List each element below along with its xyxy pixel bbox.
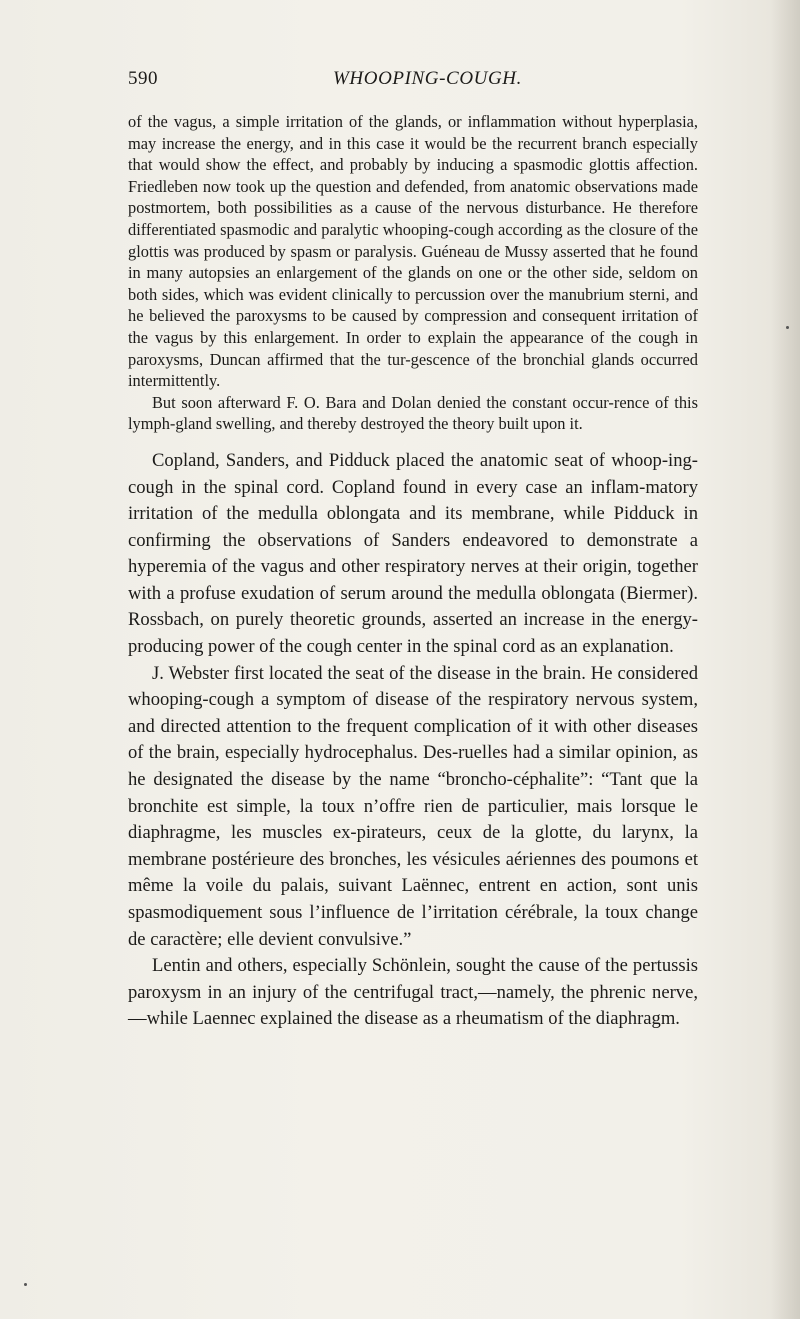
running-title: WHOOPING-COUGH. [333,68,522,89]
paragraph-phrenic-nerve: Lentin and others, especially Schönlein, sought the cause of the pertussis paroxysm in an injury of the centrifugal tract,—namely, the phrenic nerve,—while Laennec explained the disease as a rheumatism of the diaphragm. [128,955,698,1030]
print-speck [786,326,789,329]
paragraph-spinal-cord: Copland, Sanders, and Pidduck placed the anatomic seat of whoop-ing-cough in the spinal cord. Copland found in every case an inflam-matory irritation of the medulla oblongata and its membrane, while Pidduck in confirming the observations of Sanders endeavored to demonstrate a hyperemia of the vagus and other respiratory nerves at their origin, together with a profuse exudation of serum around the medulla oblongata (Biermer). Rossbach, on purely theoretic grounds, asserted an increase in the energy-producing power of the cough center in the spinal cord as an explanation. [128,449,698,658]
paragraph-bara-dolan: But soon afterward F. O. Bara and Dolan denied the constant occur-rence of this lymph-gland swelling, and thereby destroyed the theory built upon it. [128,392,698,434]
page-header [128,68,694,94]
paragraph-glands-theory: of the vagus, a simple irritation of the glands, or inflammation without hyperplasia, may increase the energy, and in this case it would be the recurrent branch especially that would show the effect, and probably by inducing a spasmodic glottis affection. Friedleben now took up the question and defended, from anatomic observations made postmortem, both possibilities as a cause of the nervous disturbance. He therefore differentiated spasmodic and paralytic whooping-cough according as the closure of the glottis was produced by spasm or paralysis. Guéneau de Mussy asserted that he found in many autopsies an enlargement of the glands on one or the other side, seldom on both sides, which was evident clinically to percussion over the manubrium sterni, and he believed the paroxysms to be caused by compression and consequent irritation of the vagus by this enlargement. In order to explain the appearance of the cough in paroxysms, Duncan affirmed that the tur-gescence of the bronchial glands occurred intermittently. [128,112,698,391]
body-text [128,111,698,1033]
page-number: 590 [128,68,158,89]
paragraph-brain-seat: J. Webster first located the seat of the disease in the brain. He considered whooping-cough a symptom of disease of the respiratory nervous system, and directed attention to the frequent complication of it with other diseases of the brain, especially hydrocephalus. Des-ruelles had a similar opinion, as he designated the disease by the name “broncho-céphalite”: “Tant que la bronchite est simple, la toux n’offre rien de particulier, mais lorsque le diaphragme, les muscles ex-pirateurs, ceux de la glotte, du larynx, la membrane postérieure des bronches, les vésicules aériennes des poumons et même la voile du palais, suivant Laënnec, entrent en action, sont unis spasmodiquement sous l’influence de l’irritation cérébrale, la toux change de caractère; elle devient convulsive.” [128,662,698,950]
page-edge-shadow [770,0,800,1319]
print-speck [24,1283,27,1286]
